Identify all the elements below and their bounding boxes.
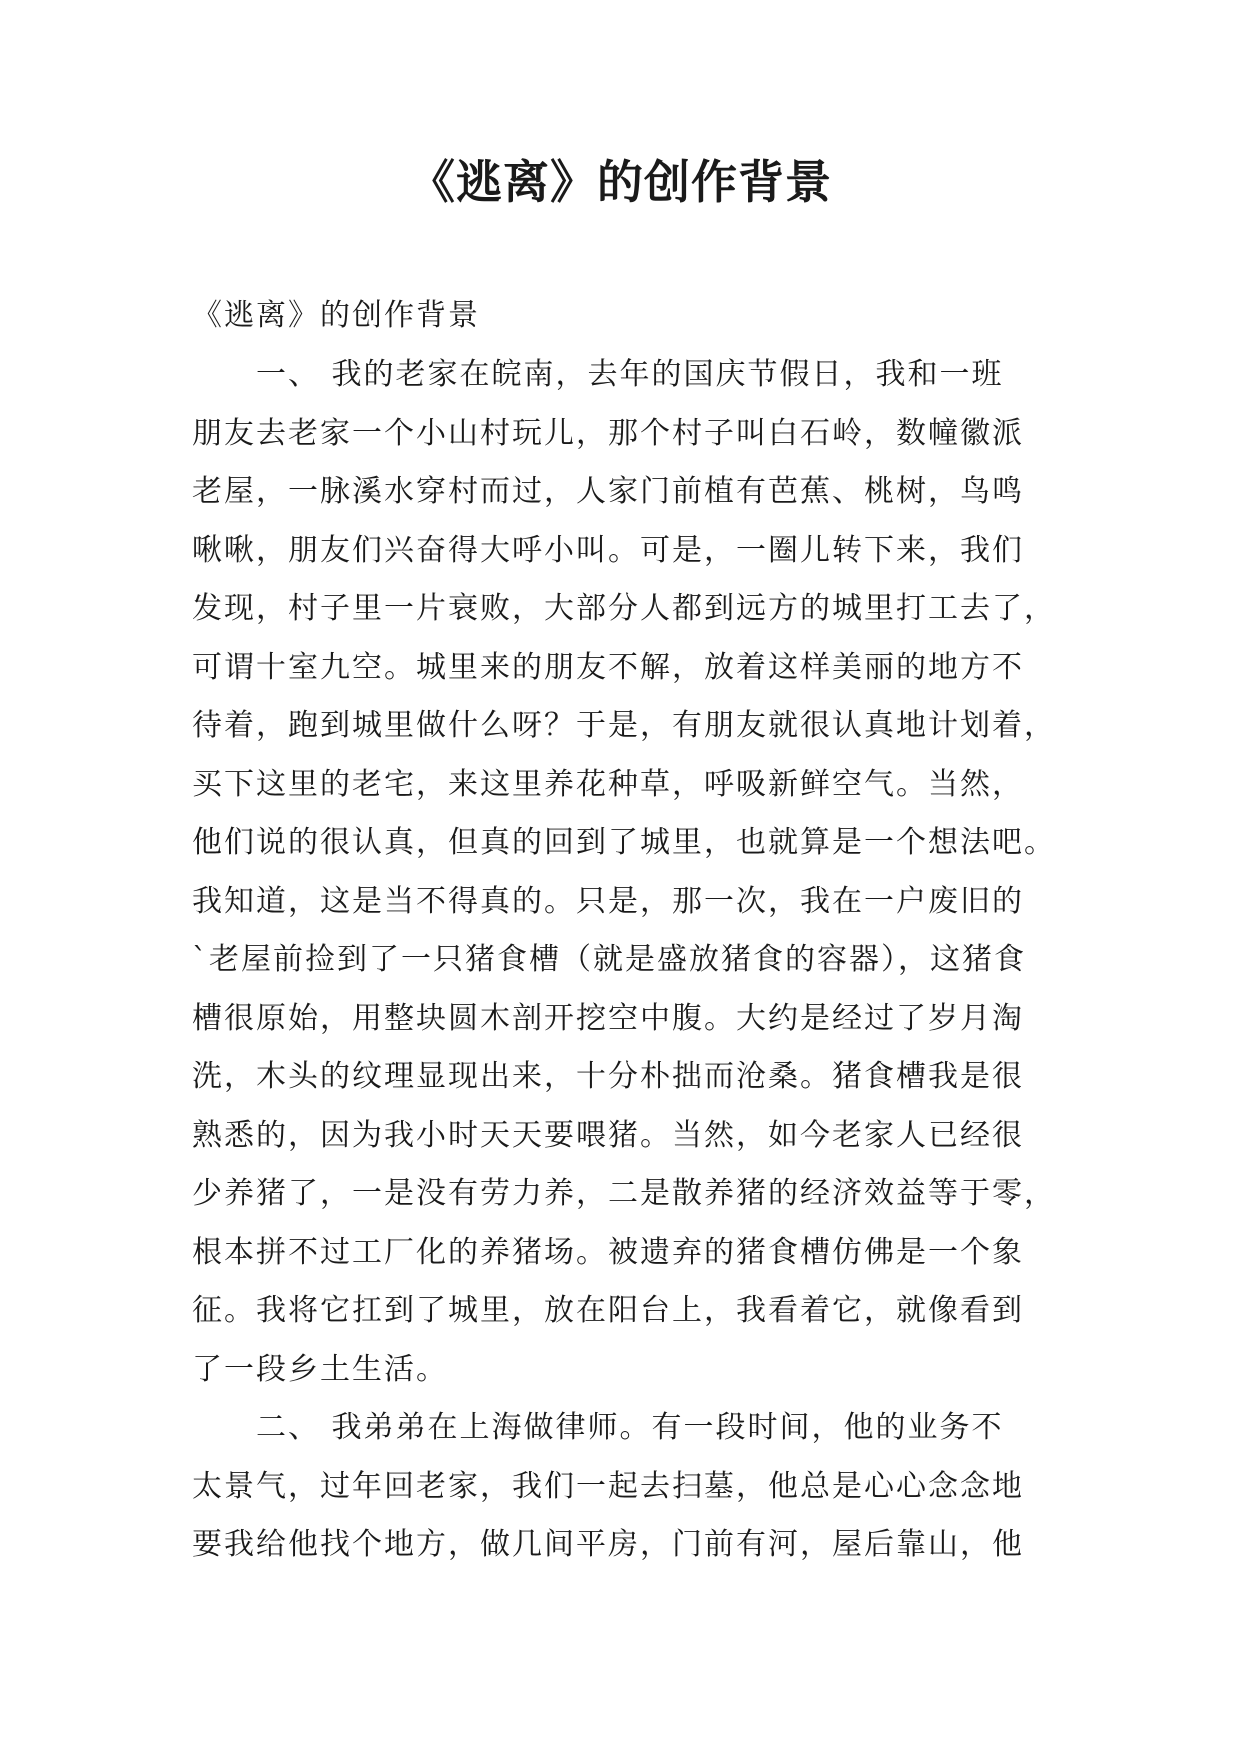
document-title: 《逃离》的创作背景: [409, 155, 832, 209]
body-line: 少养猪了，一是没有劳力养，二是散养猪的经济效益等于零，: [192, 1176, 1056, 1211]
body-line: 了一段乡土生活。: [192, 1351, 448, 1387]
body-line: 可谓十室九空。城里来的朋友不解，放着这样美丽的地方不: [192, 649, 1024, 685]
body-line: 买下这里的老宅，来这里养花种草，呼吸新鲜空气。当然，: [192, 766, 1024, 802]
body-line: 要我给他找个地方，做几间平房，门前有河，屋后靠山，他: [192, 1527, 1024, 1562]
body-line: 他们说的很认真，但真的回到了城里，也就算是一个想法吧。: [192, 825, 1056, 860]
body-line: 太景气，过年回老家，我们一起去扫墓，他总是心心念念地: [192, 1468, 1024, 1504]
body-line: 我知道，这是当不得真的。只是，那一次，我在一户废旧的: [192, 883, 1024, 919]
body-line: 二、 我弟弟在上海做律师。有一段时间，他的业务不: [256, 1410, 1004, 1445]
body-line: 洗，木头的纹理显现出来，十分朴拙而沧桑。猪食槽我是很: [192, 1059, 1024, 1094]
body-line: `老屋前捡到了一只猪食槽（就是盛放猪食的容器），这猪食: [192, 942, 1026, 977]
body-line: 发现，村子里一片衰败，大部分人都到远方的城里打工去了，: [192, 591, 1056, 626]
body-line: 根本拼不过工厂化的养猪场。被遗弃的猪食槽仿佛是一个象: [192, 1234, 1024, 1270]
body-line: 熟悉的，因为我小时天天要喂猪。当然，如今老家人已经很: [192, 1117, 1024, 1153]
body-line: 啾啾，朋友们兴奋得大呼小叫。可是，一圈儿转下来，我们: [192, 532, 1024, 568]
document-body: [192, 346, 1060, 1575]
body-line: 朋友去老家一个小山村玩儿，那个村子叫白石岭，数幢徽派: [192, 415, 1024, 451]
body-line: 征。我将它扛到了城里，放在阳台上，我看着它，就像看到: [192, 1293, 1024, 1328]
body-line: 待着，跑到城里做什么呀？于是，有朋友就很认真地计划着，: [192, 708, 1056, 743]
body-line: 老屋，一脉溪水穿村而过，人家门前植有芭蕉、桃树，鸟鸣: [192, 474, 1024, 509]
body-line: 一、 我的老家在皖南，去年的国庆节假日，我和一班: [256, 357, 1004, 392]
body-line: 槽很原始，用整块圆木剖开挖空中腹。大约是经过了岁月淘: [192, 1000, 1024, 1036]
document-subtitle: 《逃离》的创作背景: [192, 298, 480, 333]
